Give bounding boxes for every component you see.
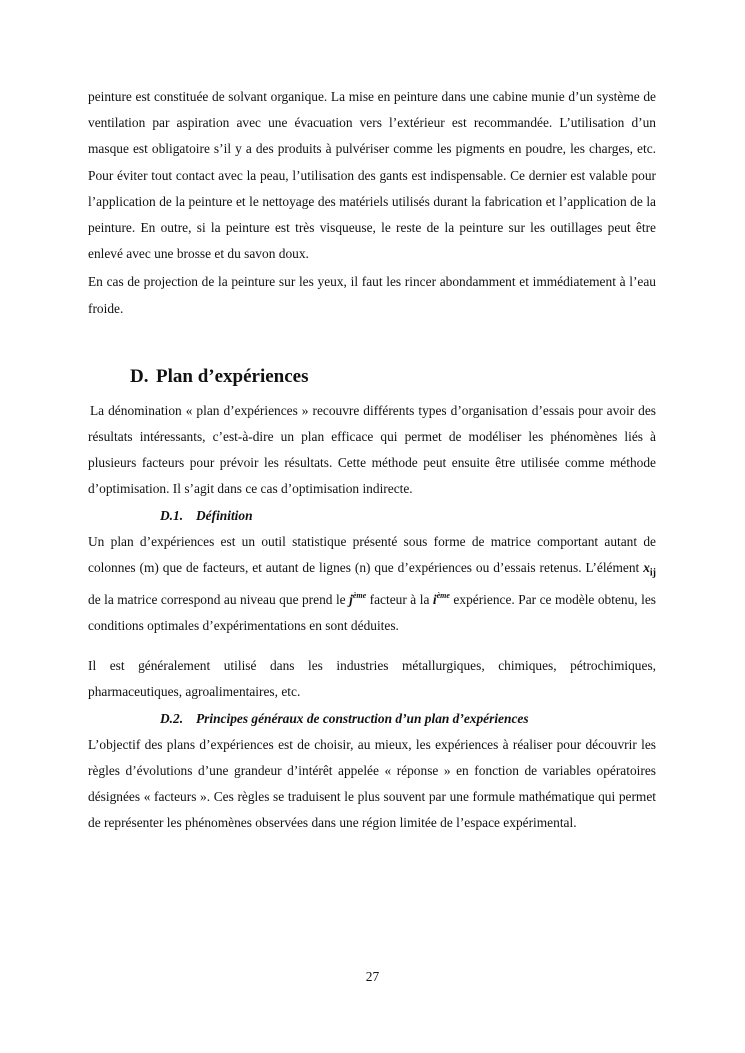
subsection-number: D.1. [160, 507, 184, 523]
section-title: Plan d’expériences [156, 365, 309, 387]
subsection-number: D.2. [160, 710, 184, 726]
paragraph-paint-safety: peinture est constituée de solvant organique. La mise en peinture dans une cabine munie d’un système de ventilation par aspiration avec une évacuation vers l’extérieur est recommandée. L’utilisation d’un masque est obligatoire s’il y a des produits à pulvériser comme les pigments en poudre, les charges, etc. Pour éviter tout contact avec la peau, l’utilisation des gants est indispensable. Ce dernier est valable pour l’application de la peinture et le nettoyage des matériels utilisés durant la fabrication et l’application de la peinture. En outre, si la peinture est très visqueuse, le reste de la peinture sur les outillages peut être enlevé avec une brosse et du savon doux. [88, 89, 656, 262]
section-heading-plan-experiences [88, 362, 656, 392]
document-body [88, 84, 656, 836]
paragraph-eye-projection: En cas de projection de la peinture sur les yeux, il faut les rincer abondamment et immédiatement à l’eau froide. [88, 274, 656, 316]
paragraph-plan-intro: La dénomination « plan d’expériences » recouvre différents types d’organisation d’essais pour avoir des résultats intéressants, c’est-à-dire un plan efficace qui permet de modéliser les phénomènes liés à plusieurs facteurs pour prévoir les résultats. Cette méthode peut ensuite être utilisée comme méthode d’optimisation. Il s’agit dans ce cas d’optimisation indirecte. [88, 402, 656, 497]
subsection-title: Définition [196, 507, 253, 523]
variable-j: $j^{ème}$ [349, 590, 367, 607]
paragraph-industries: Il est généralement utilisé dans les industries métallurgiques, chimiques, pétrochimiques, pharmaceutiques, agroalimentaires, etc. [88, 658, 656, 700]
matrix-element-x: $x_{ij}$ [643, 559, 656, 579]
paragraph-definition: Un plan d’expériences est un outil statistique présenté sous forme de matrice comportant autant de colonnes (m) que de facteurs, et autant de lignes (n) que d’expériences ou d’essais retenus. L’élément $x_{ij}$ de la matrice correspond au niveau que prend le $j^{ème}$ facteur à la $i^{ème}$ expérience. Par ce modèle obtenu, les conditions optimales d’expérimentations en sont déduites. [88, 533, 657, 633]
variable-i: $i^{ème}$ [432, 590, 450, 607]
paragraph-principles: L’objectif des plans d’expériences est de choisir, au mieux, les expériences à réaliser pour découvrir les règles d’évolutions d’une grandeur d’intérêt appelée « réponse » en fonction de variables opératoires désignées « facteurs ». Ces règles se traduisent le plus souvent par une formule mathématique qui permet de représenter les phénomènes observées dans une région limitée de l’espace expérimental. [88, 736, 656, 831]
section-number: D. [130, 365, 149, 387]
subsection-heading-definition [88, 503, 656, 529]
subsection-heading-principles [88, 706, 656, 732]
page-number: 27 [365, 969, 380, 984]
subsection-title: Principes généraux de construction d’un plan d’expériences [196, 710, 529, 726]
